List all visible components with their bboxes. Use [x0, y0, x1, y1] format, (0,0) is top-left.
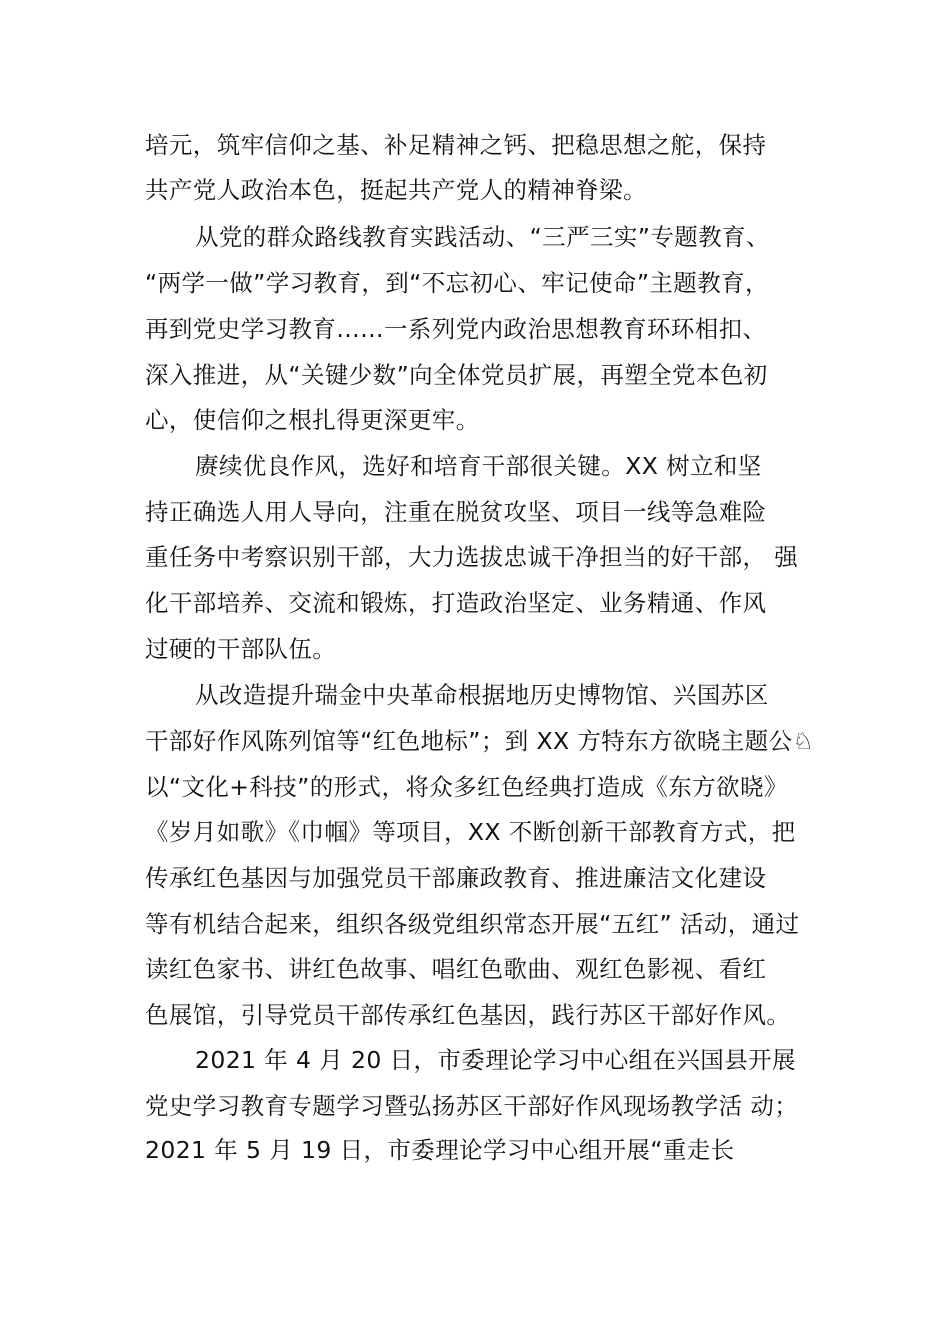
paragraph-start: 从党的群众路线教育实践活动、“三严三实”专题教育、	[195, 223, 770, 251]
text-line: 共产党人政治本色，挺起共产党人的精神脊梁。	[145, 176, 647, 204]
text-line: 传承红色基因与加强党员干部廉政教育、推进廉洁文化建设	[145, 864, 767, 892]
text-line: 等有机结合起来，组织各级党组织常态开展“五红” 活动，通过	[145, 910, 800, 938]
text-line: 持正确选人用人导向，注重在脱贫攻坚、项目一线等急难险	[145, 498, 767, 526]
text-line: 培元，筑牢信仰之基、补足精神之钙、把稳思想之舵，保持	[145, 131, 767, 159]
paragraph-start: 从改造提升瑞金中央革命根据地历史博物馆、兴国苏区	[195, 681, 769, 709]
text-line: 2021 年 5 月 19 日，市委理论学习中心组开展“重走长	[145, 1136, 735, 1164]
paragraph-start: 赓续优良作风，选好和培育干部很关键。XX 树立和坚	[195, 452, 762, 480]
text-line: “两学一做”学习教育，到“不忘初心、牢记使命”主题教育，	[145, 269, 769, 297]
text-line: 再到党史学习教育……一系列党内政治思想教育环环相扣、	[145, 315, 767, 343]
text-line: 过硬的干部队伍。	[145, 635, 337, 663]
paragraph-start: 2021 年 4 月 20 日，市委理论学习中心组在兴国县开展	[195, 1046, 796, 1074]
text-line: 化干部培养、交流和锻炼，打造政治坚定、业务精通、作风	[145, 589, 767, 617]
text-line: 心，使信仰之根扎得更深更牢。	[145, 406, 480, 434]
text-line: 深入推进，从“关键少数”向全体党员扩展，再塑全党本色初	[145, 361, 768, 389]
text-line: 党史学习教育专题学习暨弘扬苏区干部好作风现场教学活 动；	[145, 1092, 799, 1120]
text-line: 《岁月如歌》《巾帼》等项目，XX 不断创新干部教育方式，把	[145, 818, 796, 846]
text-line: 重任务中考察识别干部，大力选拔忠诚干净担当的好干部， 强	[145, 543, 799, 571]
text-line: 干部好作风陈列馆等“红色地标”；到 XX 方特东方欲晓主题公♘	[145, 727, 814, 755]
text-line: 读红色家书、讲红色故事、唱红色歌曲、观红色影视、看红	[145, 955, 767, 983]
text-line: 以“文化+科技”的形式，将众多红色经典打造成《东方欲晓》	[145, 773, 788, 801]
text-line: 色展馆，引导党员干部传承红色基因，践行苏区干部好作风。	[145, 1001, 791, 1029]
